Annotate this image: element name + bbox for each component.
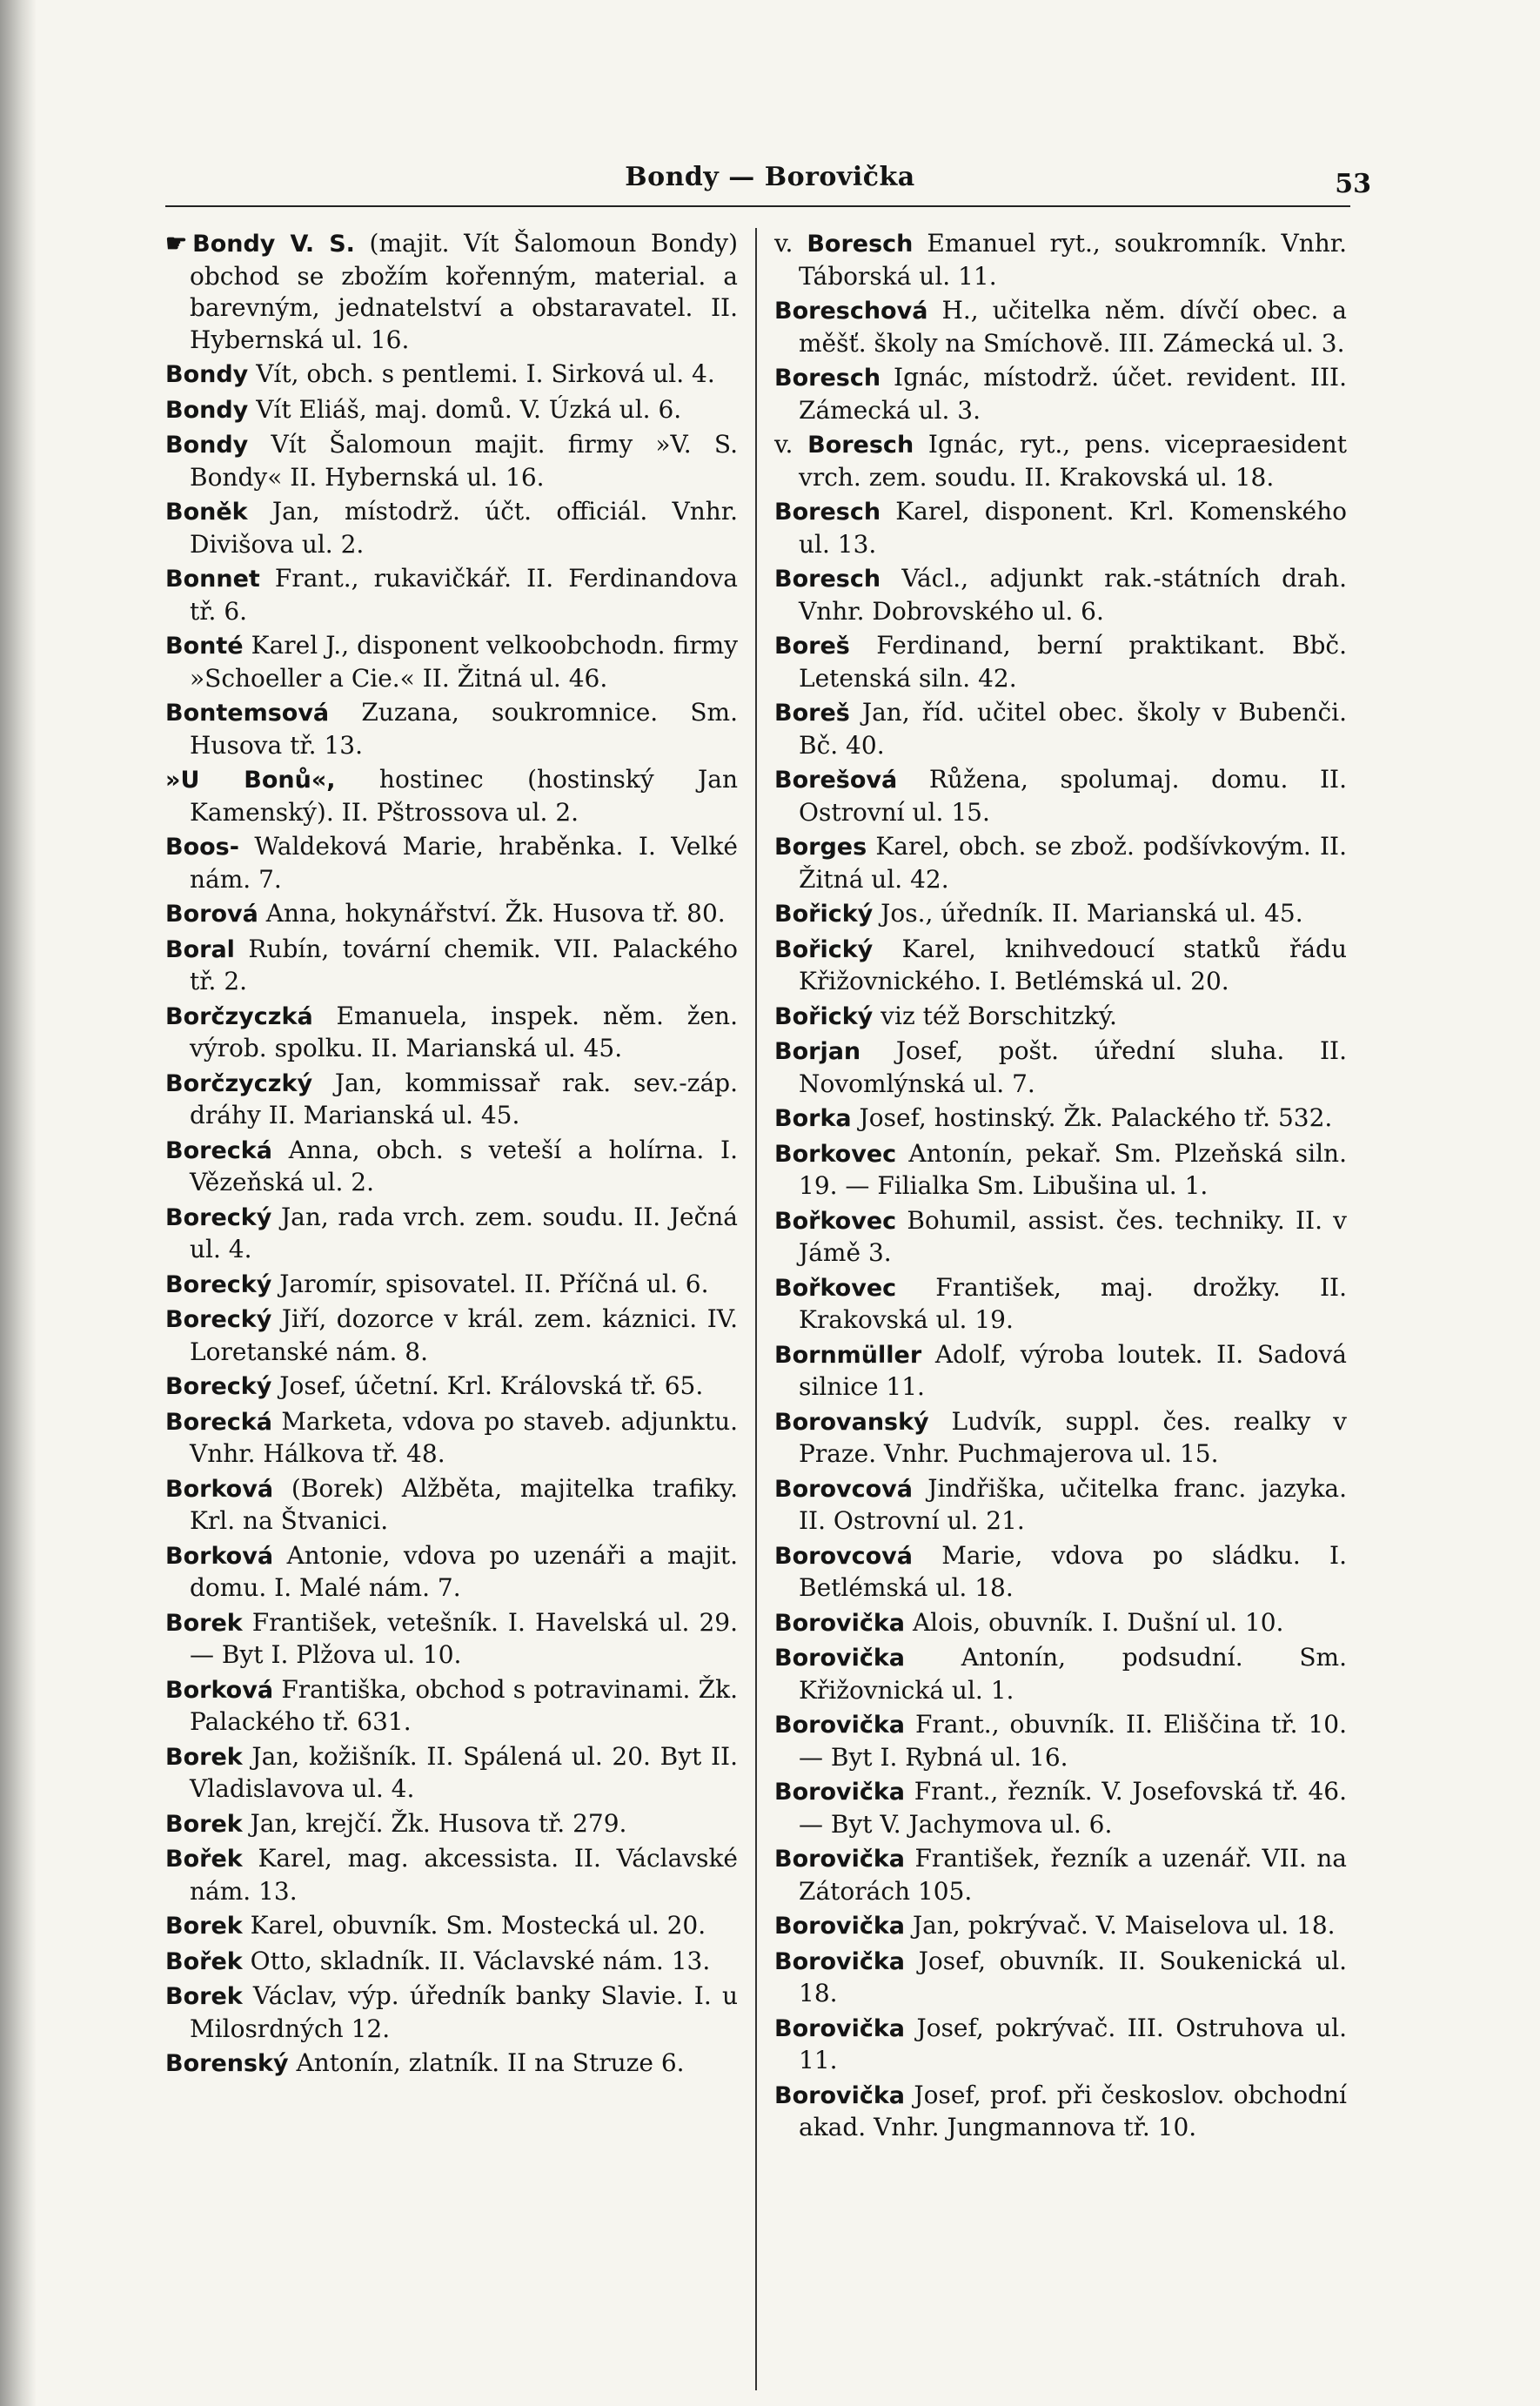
entry-name: Bořický [774,1002,874,1030]
entry-details: (majit. Vít Šalomoun Bondy) obchod se zbožím kořenným, material. a barevným, jednatelství a obstaravatel. II. Hybernská ul. 16. [190,229,738,354]
entry-details: Josef, pokrývač. III. Ostruhova ul. 11. [799,2013,1347,2074]
entry-name: Bornmüller [774,1341,922,1369]
directory-entry [165,1540,738,1605]
directory-entry [774,1540,1347,1605]
directory-entry [165,630,738,694]
directory-entry [774,1946,1347,2010]
directory-entry [165,934,738,998]
directory-entry [774,934,1347,998]
column-divider [755,228,757,2390]
directory-entry [774,831,1347,895]
entry-details: Karel, obuvník. Sm. Mostecká ul. 20. [250,1911,706,1940]
directory-entry [774,1102,1347,1136]
entry-details: Frant., rukavičkář. II. Ferdinandova tř. 6. [190,564,739,626]
directory-entry [774,563,1347,627]
entry-name: Bontemsová [165,700,330,727]
directory-entry [774,429,1347,493]
entry-name: Borovanský [774,1408,929,1436]
entry-details: Růžena, spolumaj. domu. II. Ostrovní ul. 15. [799,765,1347,827]
directory-entry [165,1135,738,1199]
entry-details: František, maj. drožky. II. Krakovská ul. 19. [799,1272,1347,1334]
entry-details: Karel, obch. se zbož. podšívkovým. II. Žitná ul. 42. [799,832,1347,894]
entry-details: Anna, obch. s veteší a holírna. I. Vězeňská ul. 2. [190,1135,738,1196]
directory-entry [774,362,1347,426]
directory-entry [165,563,738,627]
entry-details: Jan, pokrývač. V. Maiselova ul. 18. [912,1911,1336,1940]
entry-details: Jan, rada vrch. zem. soudu. II. Ječná ul. 4. [190,1202,738,1263]
directory-entry [165,831,738,895]
directory-entry [774,1843,1347,1907]
entry-details: hostinec (hostinský Jan Kamenský). II. Pštrossova ul. 2. [190,765,738,827]
directory-entry [774,1339,1347,1404]
entry-details: Antonie, vdova po uzenáři a majit. domu. I. Malé nám. 7. [190,1540,738,1602]
directory-entry [774,697,1347,761]
entry-name: Bonté [165,633,244,660]
entry-name: Borecký [165,1203,272,1231]
entry-name: Borkovec [774,1140,897,1168]
directory-entry [774,1607,1347,1640]
directory-entry [165,2047,738,2081]
entry-details: František, vetešník. I. Havelská ul. 29. — Byt I. Plžova ul. 10. [190,1607,738,1669]
entry-details: Františka, obchod s potravinami. Žk. Palackého tř. 631. [190,1674,739,1736]
entry-details: Josef, účetní. Krl. Královská tř. 65. [279,1371,704,1400]
entry-details: Jan, kommissař rak. sev.-záp. dráhy II. Marianská ul. 45. [190,1068,739,1129]
entry-details: Jan, kožišník. II. Spálená ul. 20. Byt II. Vladislavova ul. 4. [190,1741,738,1803]
directory-entry [774,1272,1347,1337]
directory-entry [165,1473,738,1538]
entry-name: Borecký [165,1270,272,1298]
entry-name: Borek [165,1913,243,1940]
entry-name: Borek [165,1743,243,1771]
directory-entry [774,2013,1347,2077]
entry-prefix: v. [774,430,793,459]
entry-details: Emanuela, inspek. něm. žen. výrob. spolku. II. Marianská ul. 45. [190,1001,738,1062]
entry-name: Boral [165,935,235,963]
entry-details: Jindřiška, učitelka franc. jazyka. II. Ostrovní ul. 21. [799,1473,1348,1535]
entry-name: Borková [165,1475,274,1503]
binding-edge [0,0,37,2406]
entry-name: Borešová [774,767,898,794]
entry-name: Boreš [774,633,850,660]
directory-entry [774,1001,1347,1034]
directory-entry [165,1910,738,1943]
entry-name: Borecký [165,1373,272,1400]
entry-name: Borges [774,834,867,861]
entry-name: Borovička [774,1779,906,1806]
entry-name: Borka [774,1105,852,1132]
entry-details: Josef, hostinský. Žk. Palackého tř. 532. [859,1103,1333,1132]
entry-name: Bondy [165,432,249,459]
entry-details: Václ., adjunkt rak.-státních drah. Vnhr. Dobrovského ul. 6. [799,564,1347,626]
directory-entry [165,764,738,828]
entry-name: Boreš [774,700,850,727]
entry-details: Karel, mag. akcessista. II. Václavské nám. 13. [190,1844,738,1906]
entry-name: Borčzyczká [165,1002,313,1030]
entry-details: Otto, skladník. II. Václavské nám. 13. [250,1946,711,1975]
entry-details: Josef, obuvník. II. Soukenická ul. 18. [799,1946,1347,2007]
entry-name: Borovička [774,2081,906,2109]
directory-entry [774,1776,1347,1840]
directory-entry [774,1473,1347,1538]
directory-entry [774,764,1347,828]
entry-details: Jan, říd. učitel obec. školy v Bubenči. Bč. 40. [799,698,1347,760]
entry-name: Borovička [774,1846,906,1873]
directory-entry [774,1138,1347,1203]
directory-entry [165,1674,738,1739]
entry-details: Marie, vdova po sládku. I. Betlémská ul. 18. [799,1540,1347,1602]
page-number: 53 [1335,169,1371,199]
directory-entry [774,496,1347,560]
directory-entry [165,1980,738,2045]
directory-entry [774,1709,1347,1773]
running-header [165,157,1375,209]
entry-details: Jan, krejčí. Žk. Husova tř. 279. [250,1808,627,1838]
entry-name: Borecký [165,1306,272,1333]
entry-details: Rubín, tovární chemik. VII. Palackého tř. 2. [190,934,738,995]
directory-entry [165,1304,738,1368]
entry-name: Bořkovec [774,1207,897,1235]
directory-entry [774,630,1347,694]
entry-name: Borovcová [774,1475,913,1503]
entry-details: Antonín, zlatník. II na Struze 6. [296,2048,685,2077]
entry-details: Waldeková Marie, hraběnka. I. Velké nám. 7. [190,832,738,894]
entry-details: Emanuel ryt., soukromník. Vnhr. Táborská ul. 11. [799,229,1348,291]
entry-name: Bořkovec [774,1274,897,1302]
directory-entry [774,1642,1347,1706]
directory-entry [165,1371,738,1404]
directory-entry [774,2080,1347,2144]
entry-name: Bořek [165,1947,243,1975]
entry-name: Bondy [165,396,249,424]
directory-entry [165,1001,738,1065]
directory-entry [165,429,738,493]
entry-details: Antonín, pekař. Sm. Plzeňská siln. 19. — Filialka Sm. Libušina ul. 1. [799,1138,1347,1200]
entry-details: František, řezník a uzenář. VII. na Zátorách 105. [799,1844,1347,1906]
entry-name: Boresch [807,231,914,258]
entry-details: Ignác, ryt., pens. vicepraesident vrch. zem. soudu. II. Krakovská ul. 18. [799,430,1348,492]
entry-details: Antonín, podsudní. Sm. Křižovnická ul. 1. [799,1643,1348,1705]
directory-entry [165,898,738,931]
entry-details: Jan, místodrž. účt. officiál. Vnhr. Divišova ul. 2. [190,497,738,559]
entry-prefix: v. [774,229,793,258]
entry-details: Ignác, místodrž. účet. revident. III. Zámecká ul. 3. [799,363,1347,425]
entry-name: Bořek [165,1846,243,1873]
entry-details: Vít Eliáš, maj. domů. V. Úzká ul. 6. [256,394,682,424]
entry-details: Marketa, vdova po staveb. adjunktu. Vnhr. Hálkova tř. 48. [190,1406,739,1468]
directory-entry [165,496,738,560]
entry-details: viz též Borschitzký. [880,1001,1117,1030]
page-title: Bondy — Borovička [625,162,915,192]
entry-name: Borenský [165,2050,289,2077]
directory-entry [165,1068,738,1132]
entry-details: Josef, prof. při českoslov. obchodní akad. Vnhr. Jungmannova tř. 10. [799,2080,1347,2141]
directory-entry [165,1406,738,1471]
entry-name: Bonnet [165,566,260,593]
directory-entry [165,1202,738,1266]
directory-entry [774,1205,1347,1270]
directory-entry [165,359,738,392]
entry-details: Frant., řezník. V. Josefovská tř. 46. — Byt V. Jachymova ul. 6. [799,1777,1347,1839]
entry-name: Borjan [774,1038,861,1065]
entry-name: Borčzyczký [165,1069,313,1097]
entry-name: Borovička [774,1645,906,1672]
entry-name: Borovcová [774,1542,913,1570]
left-column [165,228,738,2083]
entry-name: Boresch [807,432,914,459]
directory-entry [774,1035,1347,1100]
entry-name: Borovička [774,1609,906,1637]
entry-name: Borovička [774,1712,906,1739]
entry-name: Boresch [774,499,881,526]
entry-details: Ferdinand, berní praktikant. Bbč. Letenská siln. 42. [799,631,1347,693]
entry-details: Anna, hokynářství. Žk. Husova tř. 80. [265,899,726,928]
entry-details: H., učitelka něm. dívčí obec. a měšť. školy na Smíchově. III. Zámecká ul. 3. [799,296,1348,358]
entry-details: (Borek) Alžběta, majitelka trafiky. Krl. na Štvanici. [190,1473,738,1535]
entry-name: Borovička [774,1913,906,1940]
directory-entry [165,1843,738,1907]
directory-entry [165,394,738,427]
entry-name: Boreschová [774,298,928,325]
directory-entry [165,1741,738,1806]
entry-name: Borek [165,1983,243,2010]
entry-name: Borecká [165,1408,272,1436]
entry-details: Zuzana, soukromnice. Sm. Husova tř. 13. [190,698,739,760]
entry-name: Bořický [774,901,874,928]
entry-name: Boresch [774,365,881,392]
entry-details: Karel, knihvedoucí statků řádu Křižovnického. I. Betlémská ul. 20. [799,934,1347,995]
directory-entry [774,228,1347,292]
entry-name: Boněk [165,499,248,526]
entry-details: Josef, pošt. úřední sluha. II. Novomlýnská ul. 7. [799,1036,1347,1098]
entry-name: Borecká [165,1136,272,1164]
entry-details: Adolf, výroba loutek. II. Sadová silnice 11. [799,1339,1348,1401]
header-rule [165,205,1350,207]
right-column [774,228,1347,2147]
entry-details: Frant., obuvník. II. Eliščina tř. 10. — Byt I. Rybná ul. 16. [799,1710,1347,1772]
entry-name: Borek [165,1810,243,1838]
directory-entry [165,1946,738,1979]
entry-details: Jaromír, spisovatel. II. Příčná ul. 6. [279,1269,709,1298]
directory-entry [774,1910,1347,1943]
entry-details: Karel, disponent. Krl. Komenského ul. 13. [799,497,1347,559]
entry-details: Václav, výp. úředník banky Slavie. I. u Milosrdných 12. [190,1981,738,2043]
directory-entry [774,295,1347,359]
entry-details: Alois, obuvník. I. Dušní ul. 10. [912,1607,1284,1637]
entry-name: »U Bonů«, [165,767,336,794]
directory-entry [165,697,738,761]
entry-name: Borová [165,901,258,928]
entry-details: Karel J., disponent velkoobchodn. firmy »Schoeller a Cie.« II. Žitná ul. 46. [190,631,739,693]
entry-name: Bondy V. S. [192,231,355,258]
entry-name: Bořický [774,935,874,963]
entry-details: Vít, obch. s pentlemi. I. Sirková ul. 4. [256,359,715,388]
entry-name: Borková [165,1676,274,1704]
entry-details: Bohumil, assist. čes. techniky. II. v Jámě 3. [799,1205,1347,1267]
directory-entry [774,1406,1347,1471]
entry-name: Bondy [165,361,249,388]
entry-name: Boresch [774,566,881,593]
entry-name: Borek [165,1609,243,1637]
entry-name: Boos- [165,834,239,861]
entry-name: Borovička [774,2014,906,2042]
entry-details: Ludvík, suppl. čes. realky v Praze. Vnhr. Puchmajerova ul. 15. [799,1406,1347,1468]
entry-name: Borovička [774,1947,906,1975]
directory-entry [165,228,738,356]
pointing-hand-icon: ☛ [165,229,188,258]
directory-entry [774,898,1347,931]
entry-details: Jiří, dozorce v král. zem. káznici. IV. Loretanské nám. 8. [190,1304,738,1366]
directory-entry [165,1269,738,1302]
entry-details: Vít Šalomoun majit. firmy »V. S. Bondy« II. Hybernská ul. 16. [190,430,738,492]
directory-entry [165,1607,738,1672]
entry-name: Borková [165,1542,274,1570]
directory-entry [165,1808,738,1841]
entry-details: Jos., úředník. II. Marianská ul. 45. [880,899,1303,928]
